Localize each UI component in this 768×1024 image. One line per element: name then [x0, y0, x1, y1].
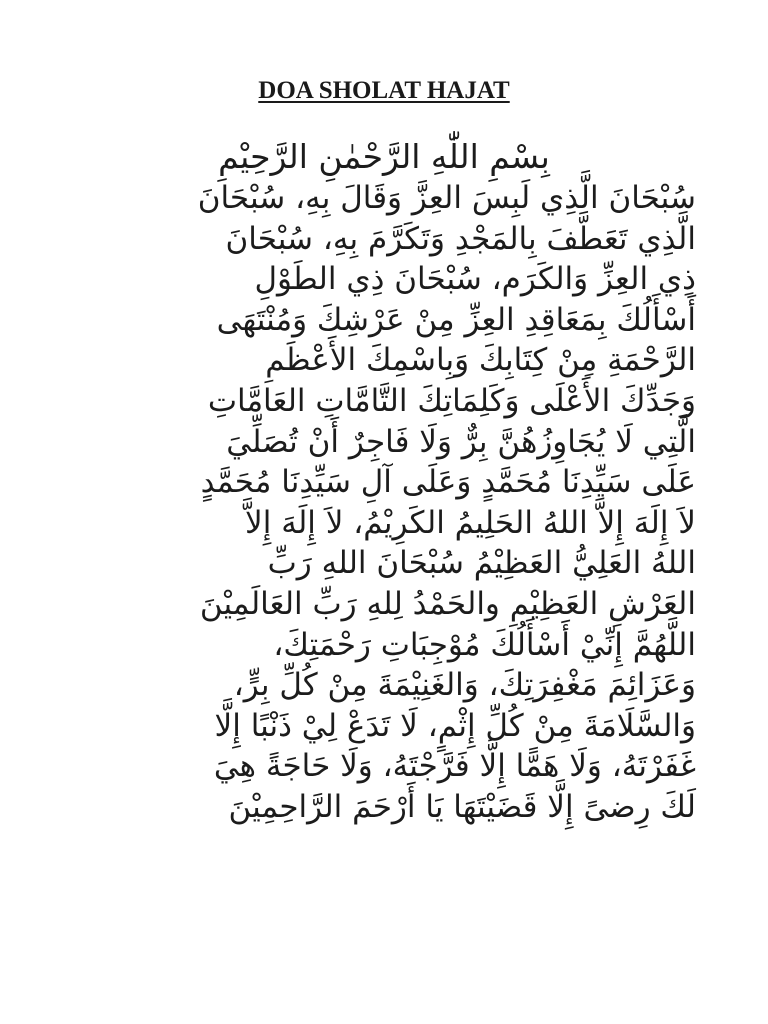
prayer-line: وَالسَّلَامَةَ مِنْ كُلِّ إِثْمٍ، لَا تَدَعْ لِيْ ذَنْبًا إِلَّا	[214, 707, 696, 744]
prayer-line: لاَ إِلَهَ إِلاَّ اللهُ الحَلِيمُ الكَرِيْمُ، لاَ إِلَهَ إِلاَّ	[245, 504, 696, 541]
prayer-line: اللهُ العَلِيُّ العَظِيْمُ سُبْحَانَ اللهِ رَبِّ	[267, 545, 696, 582]
prayer-line: الَّذِي تَعَطَّفَ بِالمَجْدِ وَتَكَرَّمَ بِهِ، سُبْحَانَ	[225, 220, 696, 257]
prayer-line: العَرْشِ العَظِيْمِ والحَمْدُ لِلهِ رَبِّ العَالَمِيْنَ	[199, 585, 696, 622]
bismillah-line: بِسْمِ اللّٰهِ الرَّحْمٰنِ الرَّحِيْمِ	[218, 137, 550, 176]
prayer-line: وَجَدِّكَ الأَعْلَى وَكَلِمَاتِكَ التَّامَّاتِ العَامَّاتِ	[207, 382, 696, 419]
prayer-line: ذِي العِزِّ وَالكَرَم، سُبْحَانَ ذِي الطَوْلِ	[254, 261, 696, 298]
prayer-line: سُبْحَانَ الَّذِي لَبِسَ العِزَّ وَقَالَ بِهِ، سُبْحَانَ	[197, 180, 696, 216]
document-title: DOA SHOLAT HAJAT	[258, 77, 510, 104]
prayer-line: اللَّهُمَّ إِنِّيْ أَسْأَلُكَ مُوْجِبَاتِ رَحْمَتِكَ،	[273, 626, 696, 663]
prayer-line: عَلَى سَيِّدِنَا مُحَمَّدٍ وَعَلَى آلِ سَيِّدِنَا مُحَمَّدٍ	[200, 464, 696, 501]
prayer-line: لَكَ رِضىً إِلَّا قَضَيْتَهَا يَا أَرْحَمَ الرَّاحِمِيْنَ	[228, 788, 696, 825]
prayer-line: وَعَزَائِمَ مَغْفِرَتِكَ، وَالغَنِيْمَةَ مِنْ كُلِّ بِرٍّ،	[233, 667, 696, 704]
prayer-line: الرَّحْمَةِ مِنْ كِتَابِكَ وَبِاسْمِكَ الأَعْظَمِ	[265, 342, 696, 379]
prayer-line: غَفَرْتَهُ، وَلَا هَمًّا إِلَّا فَرَّجْتَهُ، وَلَا حَاجَةً هِيَ	[213, 748, 696, 785]
prayer-line: الَّتِي لَا يُجَاوِزُهُنَّ بِرٌّ وَلَا فَاجِرٌ أَنْ تُصَلِّيَ	[226, 423, 696, 460]
prayer-line: أَسْأَلُكَ بِمَعَاقِدِ العِزِّ مِنْ عَرْشِكَ وَمُنْتَهَى	[216, 301, 696, 338]
prayer-text	[60, 178, 696, 828]
